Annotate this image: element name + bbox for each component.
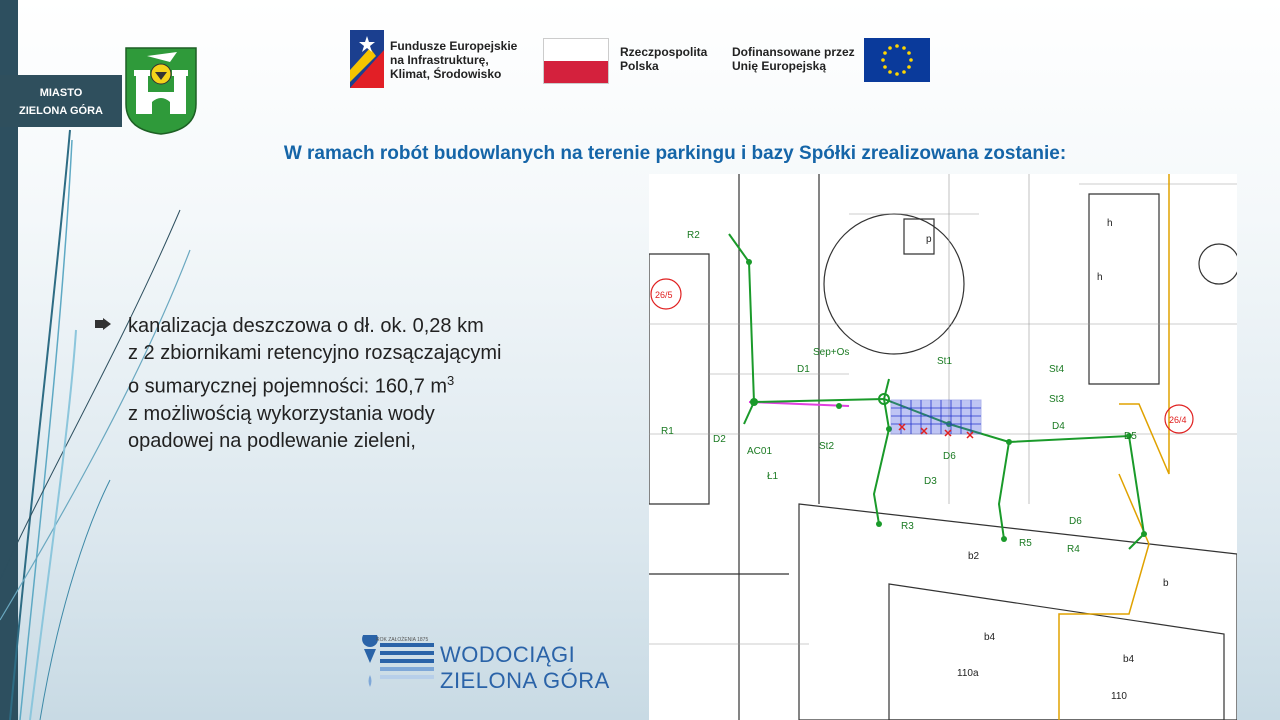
label-b: b bbox=[1163, 578, 1169, 589]
poland-text-line2: Polska bbox=[620, 59, 659, 73]
logo-line2: ZIELONA GÓRA bbox=[440, 668, 610, 693]
label-st1: St1 bbox=[937, 356, 953, 367]
bullet-line-3 bbox=[128, 367, 628, 401]
label-st2: St2 bbox=[819, 441, 835, 452]
poland-text bbox=[620, 45, 707, 73]
logo-founded-text: ROK ZAŁOŻENIA 1875 bbox=[376, 637, 429, 643]
eu-funds-text bbox=[390, 39, 517, 81]
label-26-5: 26/5 bbox=[655, 290, 673, 300]
eu-cofinance-line1: Dofinansowane przez bbox=[732, 45, 855, 59]
city-crest-logo bbox=[122, 44, 200, 136]
label-st3: St3 bbox=[1049, 394, 1065, 405]
arrow-bullet-icon bbox=[95, 318, 111, 330]
site-plan-drawing bbox=[649, 174, 1237, 720]
label-r5: R5 bbox=[1019, 538, 1032, 549]
label-l1: Ł1 bbox=[767, 471, 779, 482]
eu-cofinance-line2: Unię Europejską bbox=[732, 59, 827, 73]
bullet-text bbox=[128, 313, 628, 455]
eu-funds-line2: na Infrastrukturę, bbox=[390, 53, 489, 67]
eu-funds-line1: Fundusze Europejskie bbox=[390, 39, 518, 53]
label-r2: R2 bbox=[687, 230, 700, 241]
label-d1: D1 bbox=[797, 364, 810, 375]
eu-funds-line3: Klimat, Środowisko bbox=[390, 67, 502, 81]
label-h-1: h bbox=[1107, 218, 1113, 229]
label-b4-b: b4 bbox=[1123, 654, 1135, 665]
label-d4: D4 bbox=[1052, 421, 1065, 432]
label-d6-b: D6 bbox=[1069, 516, 1082, 527]
city-label bbox=[0, 75, 122, 127]
label-b4-a: b4 bbox=[984, 632, 996, 643]
bullet-line-2: z 2 zbiornikami retencyjno rozsączającymi bbox=[128, 342, 502, 364]
city-label-line2: ZIELONA GÓRA bbox=[19, 105, 103, 117]
poland-flag-icon bbox=[543, 38, 609, 84]
label-ac01: AC01 bbox=[747, 446, 773, 457]
label-r4: R4 bbox=[1067, 544, 1080, 555]
label-h-2: h bbox=[1097, 272, 1103, 283]
slide-title: W ramach robót budowlanych na terenie parkingu i bazy Spółki zrealizowana zostanie: bbox=[283, 143, 1067, 164]
label-b2: b2 bbox=[968, 551, 980, 562]
wodociagi-logo-text bbox=[440, 642, 610, 694]
label-p: p bbox=[926, 234, 932, 245]
bullet-line-4: z możliwością wykorzystania wody bbox=[128, 402, 435, 425]
bullet-line-5: opadowej na podlewanie zieleni, bbox=[128, 429, 416, 452]
label-d6-a: D6 bbox=[943, 451, 956, 462]
site-plan-svg bbox=[649, 174, 1237, 720]
logo-line1: WODOCIĄGI bbox=[440, 642, 576, 667]
label-110: 110 bbox=[1111, 691, 1127, 702]
bullet-line-3-text: o sumarycznej pojemności: 160,7 m bbox=[128, 375, 448, 398]
eu-cofinance-text bbox=[732, 45, 855, 73]
label-d2: D2 bbox=[713, 434, 726, 445]
eu-flag-icon bbox=[864, 38, 930, 82]
label-sep-os: Sep+Os bbox=[813, 347, 850, 358]
label-r1: R1 bbox=[661, 426, 674, 437]
label-st4: St4 bbox=[1049, 364, 1065, 375]
city-label-line1: MIASTO bbox=[39, 87, 83, 99]
poland-text-line1: Rzeczpospolita bbox=[620, 45, 708, 59]
bullet-line-1: kanalizacja deszczowa o dł. ok. 0,28 km bbox=[128, 315, 484, 337]
label-d3: D3 bbox=[924, 476, 937, 487]
label-d5: D5 bbox=[1124, 431, 1137, 442]
label-26-4: 26/4 bbox=[1169, 415, 1187, 425]
label-110a: 110a bbox=[957, 668, 979, 679]
label-r3: R3 bbox=[901, 521, 914, 532]
eu-funding-banner bbox=[340, 24, 940, 98]
superscript-3: 3 bbox=[447, 373, 455, 388]
eu-funds-logo-icon bbox=[350, 30, 384, 88]
